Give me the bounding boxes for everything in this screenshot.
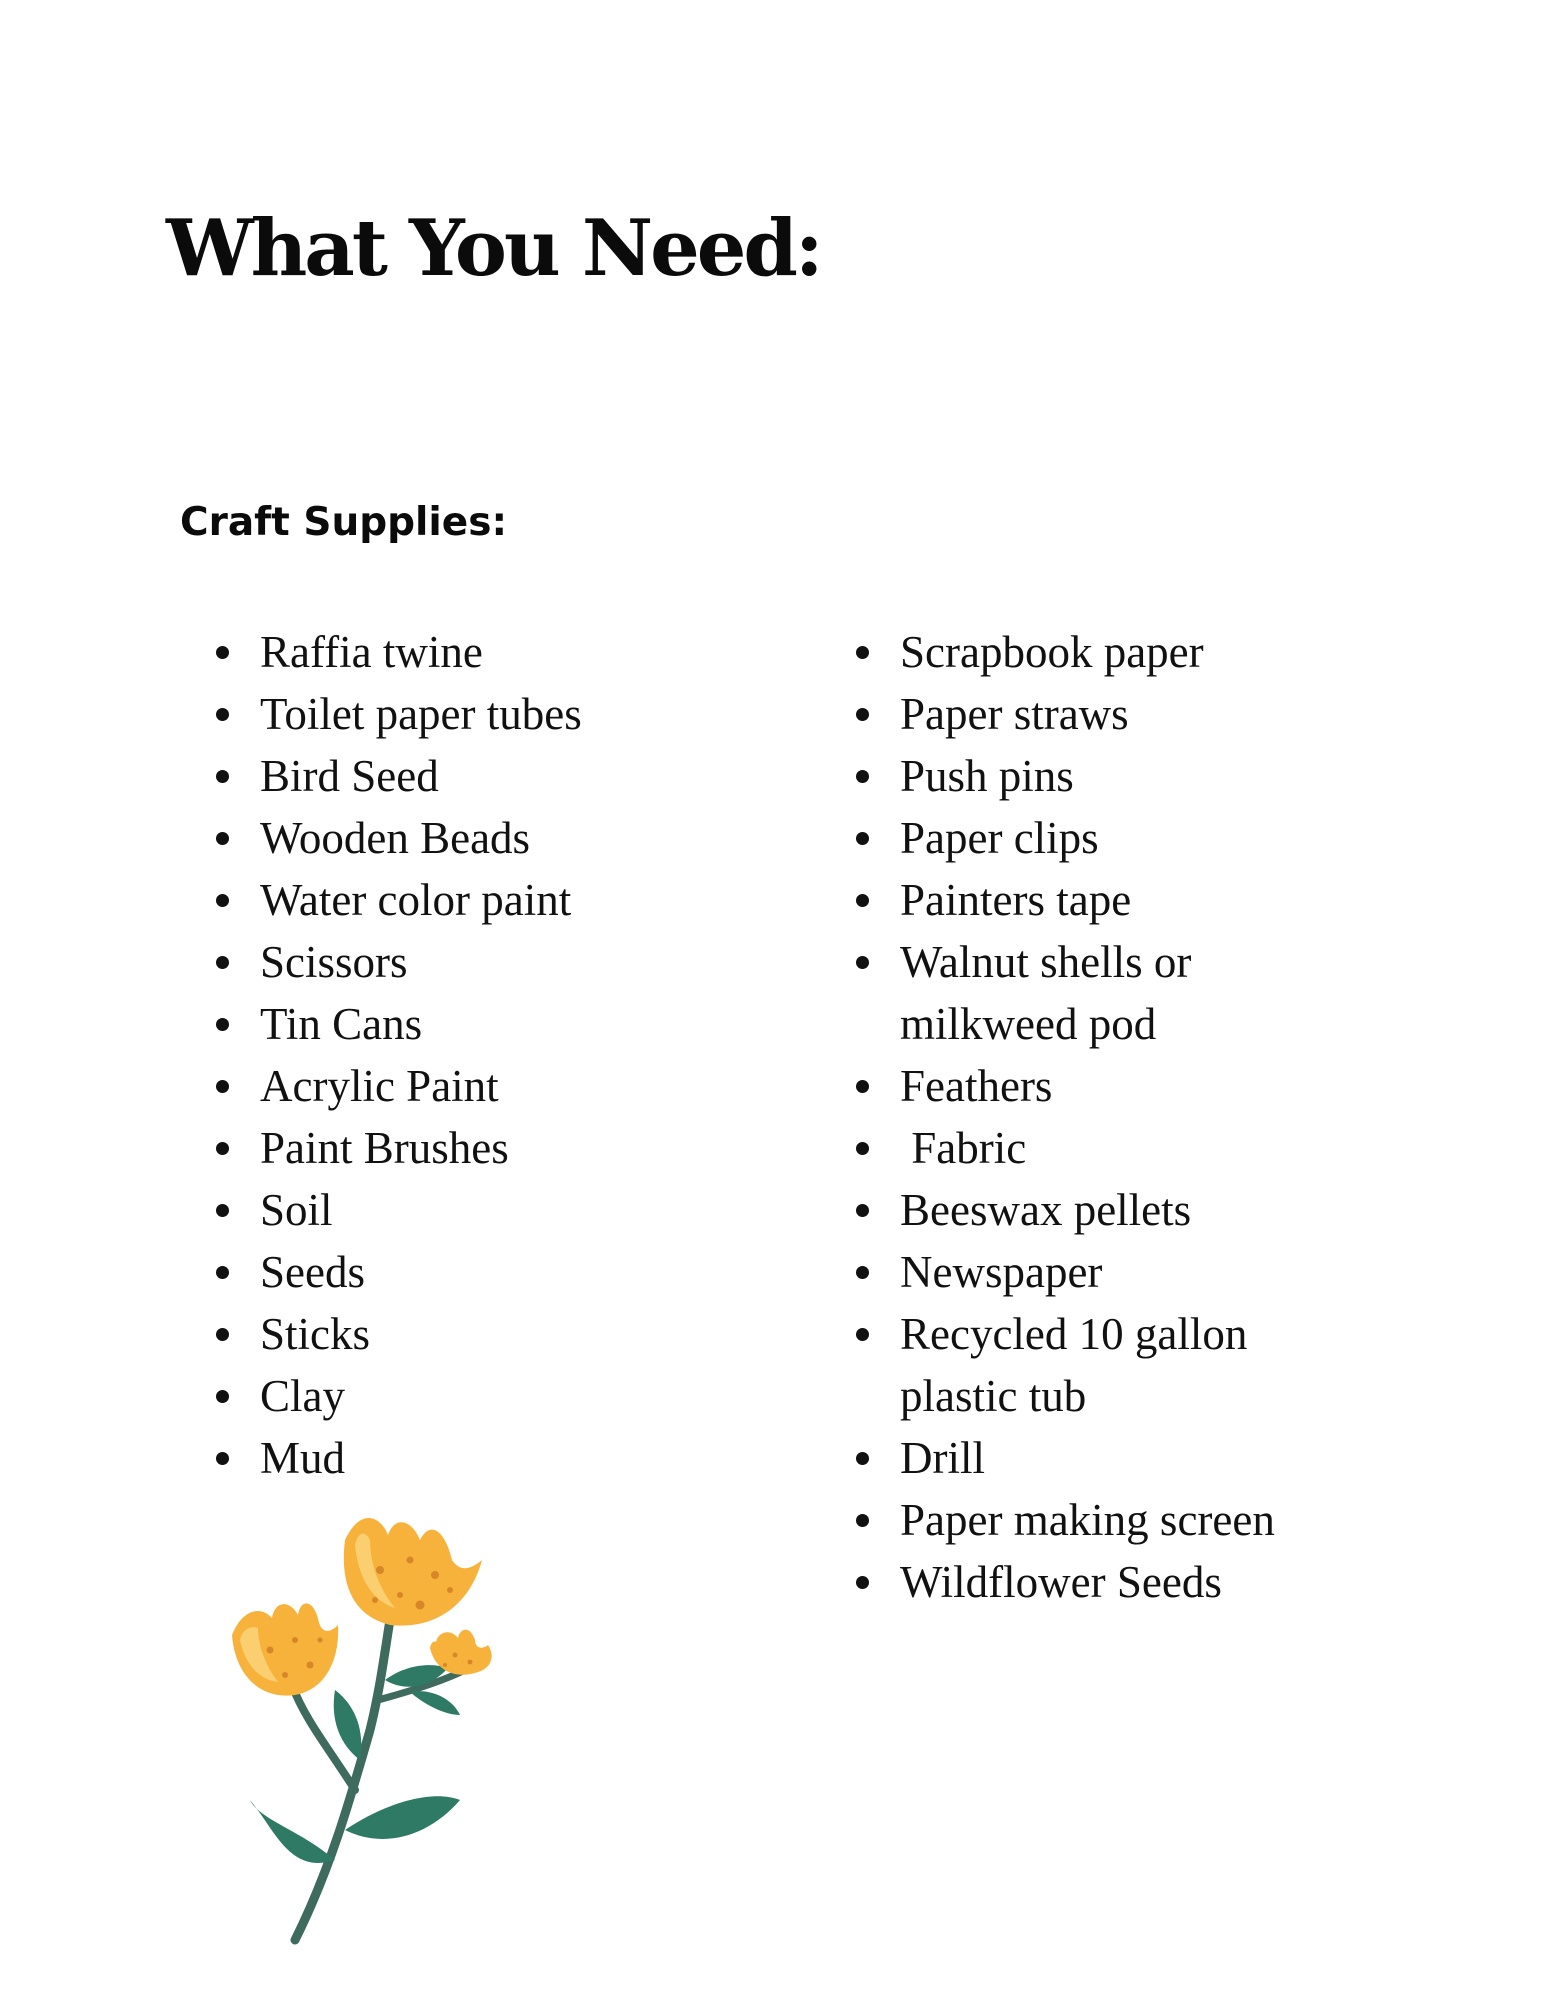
- list-item: Toilet paper tubes: [260, 683, 800, 745]
- list-item: Feathers: [900, 1055, 1340, 1117]
- list-item: Beeswax pellets: [900, 1179, 1340, 1241]
- list-item: Acrylic Paint: [260, 1055, 800, 1117]
- list-item: Scissors: [260, 931, 800, 993]
- list-item: Push pins: [900, 745, 1340, 807]
- list-item: Bird Seed: [260, 745, 800, 807]
- list-item: Soil: [260, 1179, 800, 1241]
- list-item: Paper clips: [900, 807, 1340, 869]
- list-item: Scrapbook paper: [900, 621, 1340, 683]
- supply-list-left: [260, 621, 800, 1489]
- list-item: Drill: [900, 1427, 1340, 1489]
- list-item: Seeds: [260, 1241, 800, 1303]
- list-item: Newspaper: [900, 1241, 1340, 1303]
- list-item: Paper making screen: [900, 1489, 1340, 1551]
- section-heading-craft-supplies: Craft Supplies:: [180, 500, 508, 545]
- flower-head-large: [344, 1518, 482, 1626]
- list-item: Recycled 10 gallon plastic tub: [900, 1303, 1340, 1427]
- list-item: Tin Cans: [260, 993, 800, 1055]
- list-item: Raffia twine: [260, 621, 800, 683]
- list-item: Clay: [260, 1365, 800, 1427]
- flower-head-left: [232, 1603, 338, 1695]
- list-item: Fabric: [900, 1117, 1340, 1179]
- list-item: Sticks: [260, 1303, 800, 1365]
- list-item: Water color paint: [260, 869, 800, 931]
- supply-list-right: [900, 621, 1340, 1613]
- list-item: Wooden Beads: [260, 807, 800, 869]
- list-item: Paint Brushes: [260, 1117, 800, 1179]
- page-title: What You Need:: [166, 203, 821, 294]
- list-item: Paper straws: [900, 683, 1340, 745]
- yellow-flower-illustration-icon: [220, 1500, 560, 1960]
- list-item: Walnut shells or milkweed pod: [900, 931, 1340, 1055]
- list-item: Painters tape: [900, 869, 1340, 931]
- list-item: Wildflower Seeds: [900, 1551, 1340, 1613]
- list-item: Mud: [260, 1427, 800, 1489]
